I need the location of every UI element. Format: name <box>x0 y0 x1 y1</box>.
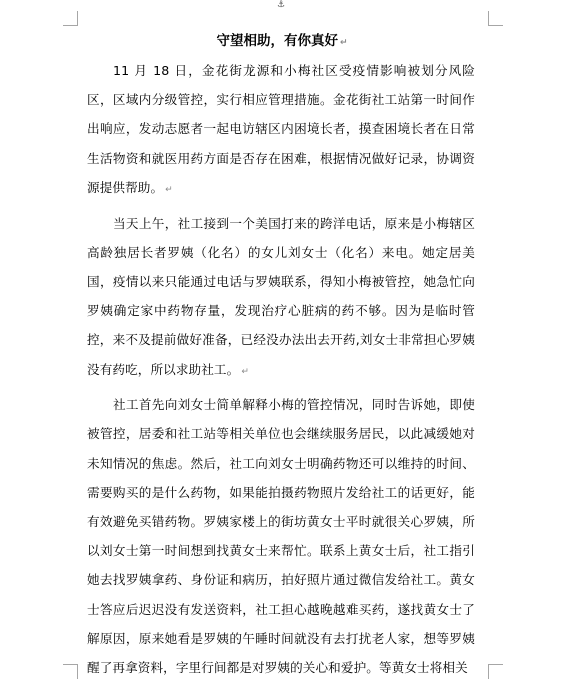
anchor-icon: ⚓ <box>277 0 286 10</box>
document-title-text: 守望相助，有你真好 <box>216 33 338 49</box>
margin-corner-bottom-right <box>488 664 503 679</box>
margin-corner-top-right <box>488 11 503 26</box>
paragraph-text: 11 月 18 日，金花街龙源和小梅社区受疫情影响被划分风险区，区域内分级管控，实行相应管理措施。金花街社工站第一时间作出响应，发动志愿者一起电访辖区内困境长者，摸查困境长者在日常生活物资和就医用药方面是否存在困难，根据情况做好记录，协调资源提供帮助。 <box>87 63 475 195</box>
document-body[interactable] <box>87 56 475 686</box>
paragraph-mark-icon: ↵ <box>241 366 249 377</box>
margin-corner-top-left <box>63 11 78 26</box>
paragraph-text: 当天上午，社工接到一个美国打来的跨洋电话，原来是小梅辖区高龄独居长者罗姨（化名）的女儿刘女士（化名）来电。她定居美国，疫情以来只能通过电话与罗姨联系，得知小梅被管控，她急忙向罗姨确定家中药物存量，发现治疗心脏病的药不够。因为是临时管控，来不及提前做好准备，已经没办法出去开药,刘女士非常担心罗姨没有药吃，所以求助社工。 <box>87 215 475 377</box>
paragraph-mark-icon: ↵ <box>165 184 173 195</box>
paragraph-1[interactable] <box>87 56 475 205</box>
document-title[interactable] <box>78 28 486 56</box>
paragraph-text: 社工首先向刘女士简单解释小梅的管控情况，同时告诉她，即使被管控，居委和社工站等相关单位也会继续服务居民，以此减缓她对未知情况的焦虑。然后，社工向刘女士明确药物还可以维持的时间、需要购买的是什么药物，如果能拍摄药物照片发给社工的话更好，能有效避免买错药物。罗姨家楼上的街坊黄女士平时就很关心罗姨，所以刘女士第一时间想到找黄女士来帮忙。联系上黄女士后，社工指引她去找罗姨拿药、身份证和病历，拍好照片通过微信发给社工。黄女士答应后迟迟没有发送资料，社工担心越晚越难买药，遂找黄女士了解原因，原来她看是罗姨的午睡时间就没有去打扰老人家，想等罗姨醒了再拿资料，字里行间都是对罗姨的关心和爱护。等黄女士将相关 <box>87 397 475 676</box>
paragraph-2[interactable] <box>87 209 475 387</box>
paragraph-3[interactable] <box>87 390 475 682</box>
paragraph-mark-icon: ↵ <box>339 38 348 48</box>
margin-corner-bottom-left <box>63 664 78 679</box>
